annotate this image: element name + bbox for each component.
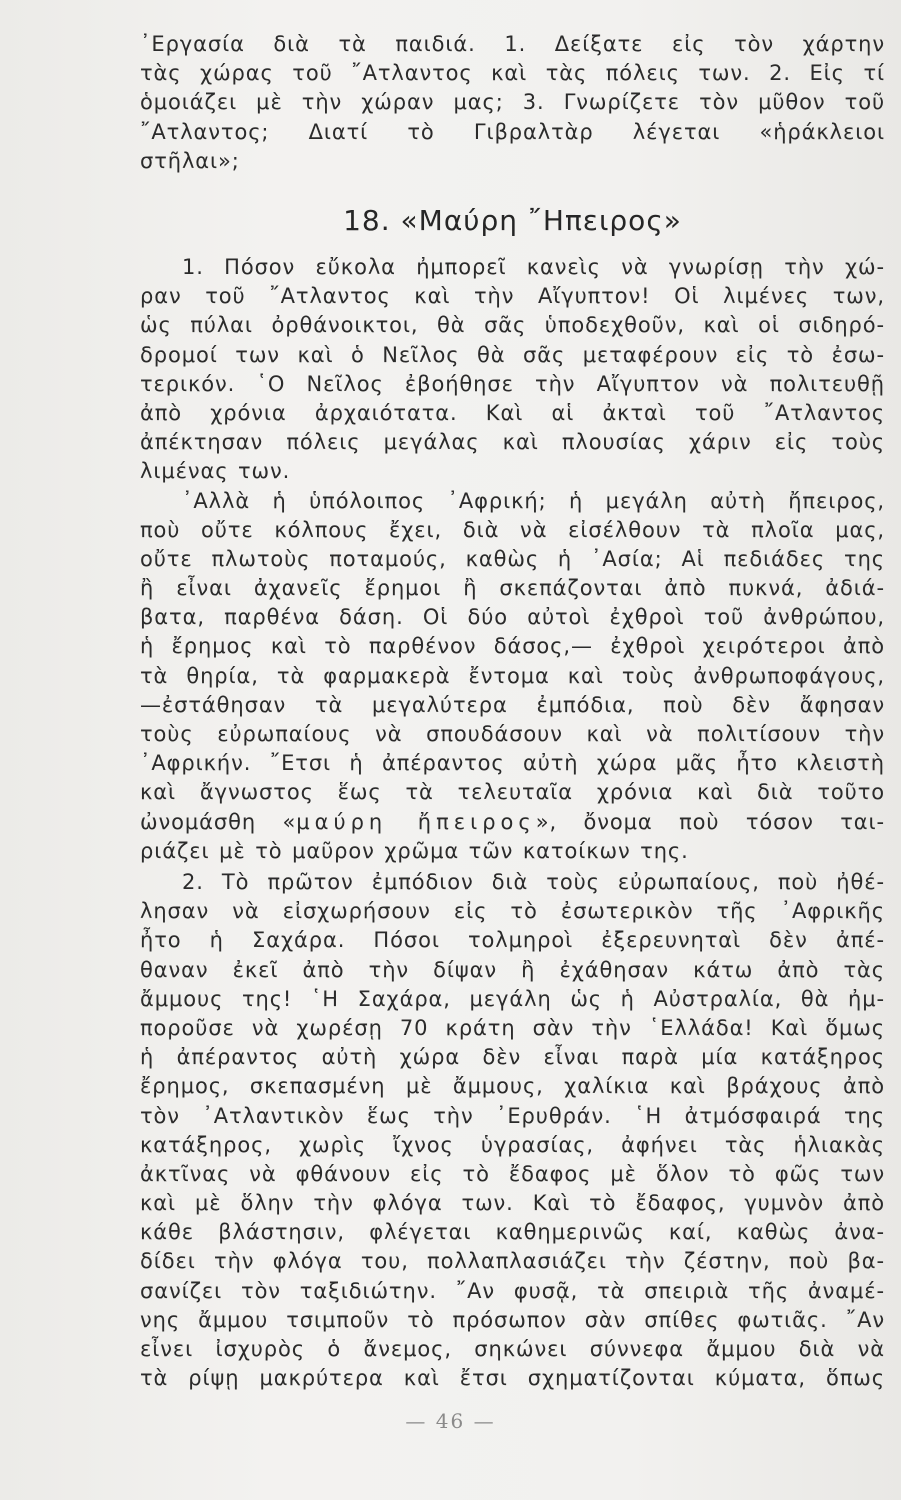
text-line: οὔτε πλωτοὺς ποταμούς, καθὼς ἡ ᾿Ασία; Αἱ πεδιάδες της [140,546,885,571]
text-line: κατάξηρος, χωρὶς ἴχνος ὑγρασίας, ἀφήνει τὰς ἡλιακὰς [140,1132,885,1157]
text-line: ῎Ατλαντος; Διατί τὸ Γιβραλτὰρ λέγεται «ἡράκλειοι [140,119,885,144]
text-line: λησαν νὰ εἰσχωρήσουν εἰς τὸ ἐσωτερικὸν τῆς ᾿Αφρικῆς [140,899,885,924]
text-segment: », ὄνομα ποὺ τόσον ται- [535,809,885,834]
text-line: ὡς πύλαι ὀρθάνοικτοι, θὰ σᾶς ὑποδεχθοῦν, καὶ οἱ σιδηρό- [140,313,885,338]
text-line: ποροῦσε νὰ χωρέσῃ 70 κράτη σὰν τὴν ῾Ελλάδα! Καὶ ὅμως [140,1015,885,1040]
text-line: ᾿Εργασία διὰ τὰ παιδιά. 1. Δείξατε εἰς τὸν χάρτην [140,32,885,56]
text-line: βατα, παρθένα δάση. Οἱ δύο αὐτοὶ ἐχθροὶ τοῦ ἀνθρώπου, [140,605,885,630]
text-line: εἶνει ἰσχυρὸς ὁ ἄνεμος, σηκώνει σύννεφα ἄμμου διὰ νὰ [140,1337,885,1361]
text-line: ἀπέκτησαν πόλεις μεγάλας καὶ πλουσίας χάριν εἰς τοὺς [140,430,885,455]
text-line: τερικόν. ῾Ο Νεῖλος ἐβοήθησε τὴν Αἴγυπτον νὰ πολιτευθῇ [140,371,885,396]
text-line: ἄμμους της! ῾Η Σαχάρα, μεγάλη ὡς ἡ Αὐστραλία, θὰ ἠμ- [140,986,885,1011]
text-line: τοὺς εὐρωπαίους νὰ σπουδάσουν καὶ νὰ πολιτίσουν τὴν [140,722,885,746]
text-line: ἀκτῖνας νὰ φθάνουν εἰς τὸ ἔδαφος μὲ ὅλον τὸ φῶς των [140,1161,885,1186]
text-line: ἢ εἶναι ἀχανεῖς ἔρημοι ἢ σκεπάζονται ἀπὸ πυκνά, ἀδιά- [140,576,885,601]
text-line: ἀπὸ χρόνια ἀρχαιότατα. Καὶ αἱ ἀκταὶ τοῦ ῎Ατλαντος [140,400,885,425]
text-line: τὰς χώρας τοῦ ῎Ατλαντος καὶ τὰς πόλεις των. 2. Εἰς τί [140,61,885,86]
text-line: τὰ θηρία, τὰ φαρμακερὰ ἔντομα καὶ τοὺς ἀνθρωποφάγους, [140,663,885,688]
text-line: 1. Πόσον εὔκολα ἠμπορεῖ κανεὶς νὰ γνωρίσῃ τὴν χώ- [182,255,885,279]
text-line: θαναν ἐκεῖ ἀπὸ τὴν δίψαν ἢ ἐχάθησαν κάτω ἀπὸ τὰς [140,957,885,982]
text-line: ᾿Αφρικήν. ῎Ετσι ἡ ἀπέραντος αὐτὴ χώρα μᾶς ἦτο κλειστὴ [140,751,885,776]
text-line: ἡ ἀπέραντος αὐτὴ χώρα δὲν εἶναι παρὰ μία κατάξηρος [140,1045,885,1070]
text-line: νης ἄμμου τσιμποῦν τὸ πρόσωπον σὰν σπίθες φωτιᾶς. ῎Αν [140,1307,885,1332]
text-line: καὶ ἄγνωστος ἕως τὰ τελευταῖα χρόνια καὶ διὰ τοῦτο [140,780,885,805]
text-line: ἔρημος, σκεπασμένη μὲ ἄμμους, χαλίκια καὶ βράχους ἀπὸ [140,1074,885,1099]
text-segment: ὠνομάσθη « [140,809,297,834]
text-line: ἡ ἔρημος καὶ τὸ παρθένον δάσος,— ἐχθροὶ χειρότεροι ἀπὸ [140,634,885,659]
page-number: — 46 — [405,1409,496,1433]
text-line: ὁμοιάζει μὲ τὴν χώραν μας; 3. Γνωρίζετε τὸν μῦθον τοῦ [140,90,885,115]
spaced-emphasis: μαύρη ἤπειρος [296,809,536,834]
text-line: ραν τοῦ ῎Ατλαντος καὶ τὴν Αἴγυπτον! Οἱ λιμένες των, [140,284,885,309]
chapter-heading: 18. «Μαύρη ῎Ηπειρος» [343,204,682,237]
text-line: καὶ μὲ ὅλην τὴν φλόγα των. Καὶ τὸ ἔδαφος, γυμνὸν ἀπὸ [140,1191,885,1216]
text-line: ριάζει μὲ τὸ μαῦρον χρῶμα τῶν κατοίκων της. [140,838,689,863]
text-line: δρομοί των καὶ ὁ Νεῖλος θὰ σᾶς μεταφέρουν εἰς τὸ ἐσω- [140,342,885,367]
text-line: δίδει τὴν φλόγα του, πολλαπλασιάζει τὴν ζέστην, ποὺ βα- [140,1249,885,1274]
text-line [140,808,885,837]
exercise-paragraph [140,30,885,176]
text-line: ᾿Αλλὰ ἡ ὑπόλοιπος ᾿Αφρική; ἡ μεγάλη αὐτὴ ἤπειρος, [182,488,885,513]
text-line: λιμένας των. [140,459,291,484]
text-line: ἦτο ἡ Σαχάρα. Πόσοι τολμηροὶ ἐξερευνηταὶ δὲν ἀπέ- [140,928,885,953]
text-line: κάθε βλάστησιν, φλέγεται καθημερινῶς καί, καθὼς ἀνα- [140,1220,885,1245]
text-line: σανίζει τὸν ταξιδιώτην. ῎Αν φυσᾷ, τὰ σπειριὰ τῆς ἀναμέ- [140,1278,885,1303]
text-line: τὸν ᾿Ατλαντικὸν ἕως τὴν ᾿Ερυθράν. ῾Η ἀτμόσφαιρά της [140,1103,885,1128]
text-line: 2. Τὸ πρῶτον ἐμπόδιον διὰ τοὺς εὐρωπαίους, ποὺ ἠθέ- [182,870,885,894]
text-line: —ἐστάθησαν τὰ μεγαλύτερα ἐμπόδια, ποὺ δὲν ἄφησαν [140,692,885,717]
section-2-paragraph [140,868,885,1393]
section-1-paragraph [140,253,885,866]
text-line: στῆλαι»; [140,148,240,173]
text-line: τὰ ρίψῃ μακρύτερα καὶ ἔτσι σχηματίζονται κύματα, ὅπως [140,1366,885,1391]
text-line: ποὺ οὔτε κόλπους ἔχει, διὰ νὰ εἰσέλθουν τὰ πλοῖα μας, [140,517,885,542]
